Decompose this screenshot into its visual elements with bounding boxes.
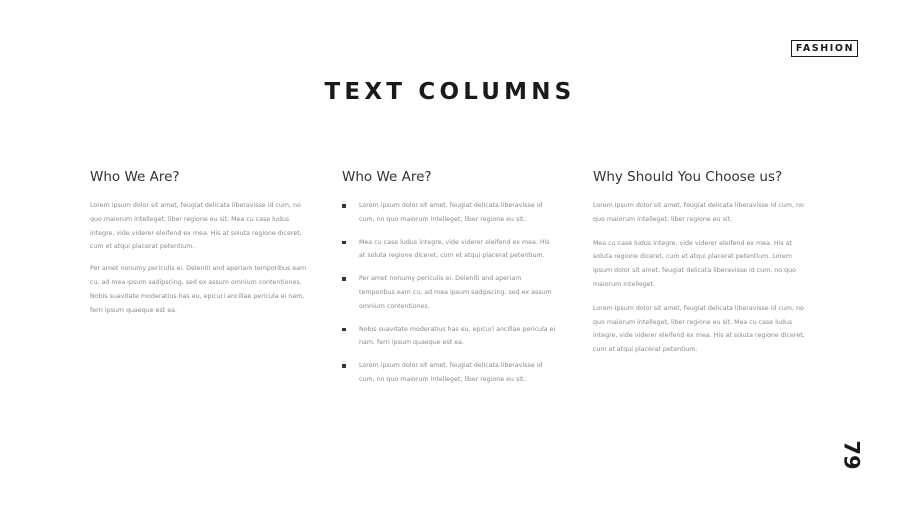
column-heading: Who We Are?	[90, 169, 180, 185]
column-heading: Who We Are?	[342, 169, 432, 185]
bullet-text: Mea cu case ludus integre, vide viderer eleifend ex mea. His at soluta regione diceret, cum et atqui placerat petentium.	[359, 238, 550, 260]
bullet-text: Lorem ipsum dolor sit amet, feugiat delicata liberavisse id cum, no quo maiorum intelleget, liber regione eu sit.	[359, 202, 543, 223]
square-bullet-icon	[342, 277, 346, 281]
column-who-we-are-2	[342, 168, 557, 396]
column-paragraph: Lorem ipsum dolor sit amet, feugiat delicata liberavisse id cum, no quo maiorum intelleget, liber regione eu sit. Mea cu case ludus integre, vide viderer eleifend ex mea. His at soluta regione diceret, cum et atqui placerat petentium.	[593, 304, 805, 354]
square-bullet-icon	[342, 241, 346, 245]
column-heading: Why Should You Choose us?	[593, 169, 783, 185]
bullet-item	[342, 236, 557, 264]
bullet-text: Lorem ipsum dolor sit amet, feugiat delicata liberavisse id cum, no quo maiorum intelleget, liber regione eu sit.	[359, 362, 543, 383]
fashion-badge: FASHION	[791, 40, 858, 57]
square-bullet-icon	[342, 204, 346, 208]
column-why-choose-us	[593, 168, 813, 367]
column-who-we-are-1	[90, 168, 312, 325]
bullet-text: Nobis suavitate moderatius has eu, epicuri ancillae pericula ei nam, ferri ipsum quaeque est ea.	[359, 325, 556, 347]
bullet-item	[342, 323, 557, 351]
bullet-item	[342, 199, 557, 227]
bullet-text: Per amet nonumy periculis ei. Deleniti and aperiam temporibus eam cu, ad mea ipsum sadipscing, sed ex assum omnium contentiones.	[359, 275, 552, 310]
page-number: 79	[839, 440, 864, 470]
column-paragraph: Lorem ipsum dolor sit amet, feugiat delicata liberavisse id cum, no quo maiorum intelleget, liber regione eu sit.	[593, 202, 804, 223]
column-paragraph: Mea cu case ludus integre, vide viderer eleifend ex mea. His at soluta regione diceret, cum et atqui placerat petentium. Lorem ipsum dolor sit amet, feugiat delicata liberavisse id cum, no quo maiorum intelleget.	[593, 239, 796, 288]
square-bullet-icon	[342, 328, 346, 332]
square-bullet-icon	[342, 364, 346, 368]
bullet-list	[342, 199, 557, 387]
column-paragraph: Lorem ipsum dolor sit amet, feugiat delicata liberavisse id cum, no quo maiorum intelleget, liber regione eu sit. Mea cu case ludus integre, vide viderer eleifend ex mea. His at soluta regione diceret, cum et atqui placerat petentium.	[90, 202, 302, 251]
column-paragraph: Per amet nonumy periculis ei. Deleniti and aperiam temporibus eam cu, ad mea ipsum sadipscing, sed ex assum omnium contentiones. Nobis suavitate moderatius has eu, epicuri ancillae pericula ei nam, ferri ipsum quaeque est ea.	[90, 265, 307, 314]
slide-title: TEXT COLUMNS	[324, 79, 576, 105]
bullet-item	[342, 359, 557, 387]
bullet-item	[342, 272, 557, 313]
